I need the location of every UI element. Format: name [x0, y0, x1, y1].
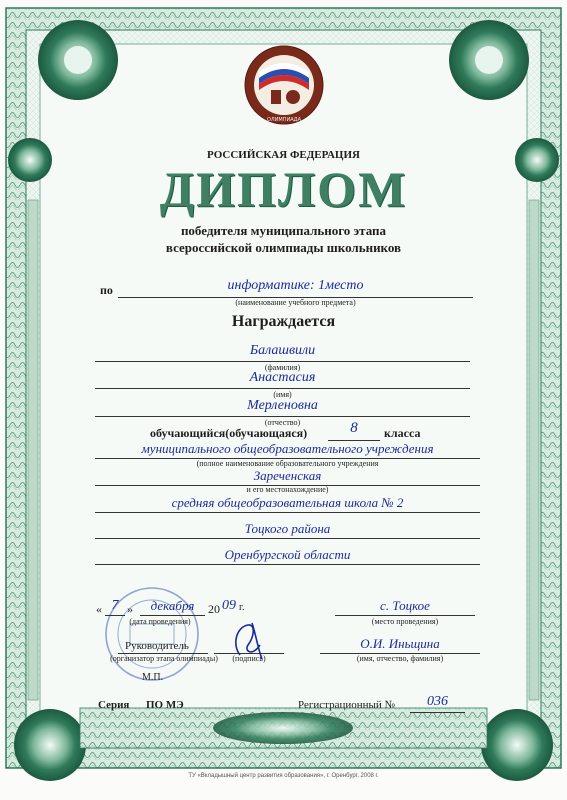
subject-caption: (наименование учебного предмета)	[235, 298, 356, 307]
place-line	[335, 615, 475, 616]
subject-value: информатике: 1место	[227, 278, 364, 293]
awarded-label: Награждается	[231, 313, 336, 330]
name-caption: (имя)	[273, 390, 292, 399]
school-line-3-rule	[95, 512, 480, 513]
head-name-value: О.И. Иньщина	[360, 636, 440, 651]
country-label: РОССИЙСКАЯ ФЕДЕРАЦИЯ	[207, 149, 360, 161]
patronymic-caption: (отчество)	[264, 418, 301, 427]
date-year-suffix: 09	[222, 598, 236, 613]
date-year-prefix: 20	[208, 602, 220, 616]
sign-caption: (подпись)	[232, 654, 266, 663]
school-line-5: Оренбургской области	[224, 547, 351, 562]
name-value: Анастасия	[249, 370, 316, 385]
surname-line	[95, 361, 470, 362]
document-title: ДИПЛОМ	[159, 161, 408, 217]
school-caption-1: (полное наименование образовательного учреждения	[196, 459, 379, 468]
date-open-quote: «	[96, 602, 102, 616]
date-close-quote: »	[127, 602, 133, 616]
patronymic-line	[95, 416, 470, 417]
date-month-line	[140, 615, 205, 616]
school-line-3: средняя общеобразовательная школа № 2	[171, 495, 404, 510]
place-value: с. Тоцкое	[380, 598, 430, 613]
grade-label: обучающийся(обучающаяся)	[150, 426, 308, 440]
registration-line	[410, 712, 465, 713]
date-day-line	[105, 615, 125, 616]
subject-prefix: по	[100, 283, 113, 297]
registration-value: 036	[427, 694, 448, 709]
head-label: Руководитель	[125, 640, 189, 652]
stamp-place-label: М.П.	[142, 672, 164, 683]
surname-value: Балашвили	[249, 343, 316, 358]
name-line	[95, 388, 470, 389]
printer-footer: ТУ «Вкладышный центр развития образования», г. Оренбург, 2008 г.	[188, 773, 379, 779]
school-line-1: муниципального общеобразовательного учреждения	[141, 441, 434, 456]
date-month: декабря	[150, 598, 195, 613]
series-label: Серия	[98, 699, 130, 711]
school-line-4: Тоцкого района	[244, 521, 331, 536]
school-line-2: Зареченская	[253, 468, 322, 483]
date-year-end: г.	[239, 602, 245, 613]
registration-label: Регистрационный №	[298, 699, 396, 711]
head-caption: (организатор этапа олимпиады)	[110, 654, 218, 663]
school-line-5-rule	[95, 564, 480, 565]
series-value: ПО МЭ	[146, 699, 184, 711]
olympiad-emblem-icon	[243, 44, 325, 126]
date-day: 7	[111, 598, 119, 613]
school-caption-2: и его местонахождение)	[246, 485, 329, 494]
date-caption: (дата проведения)	[129, 617, 191, 626]
subtitle-line-1: победителя муниципального этапа	[180, 223, 387, 238]
head-name-caption: (имя, отчество, фамилия)	[356, 654, 444, 663]
subtitle-line-2: всероссийской олимпиады школьников	[165, 240, 402, 255]
patronymic-value: Мерленовна	[247, 398, 318, 413]
place-caption: (место проведения)	[371, 617, 439, 626]
grade-suffix: класса	[384, 426, 421, 440]
surname-caption: (фамилия)	[264, 363, 301, 372]
school-line-4-rule	[95, 538, 480, 539]
svg-text:ОЛИМПИАДА: ОЛИМПИАДА	[267, 117, 301, 123]
grade-value: 8	[350, 420, 358, 436]
